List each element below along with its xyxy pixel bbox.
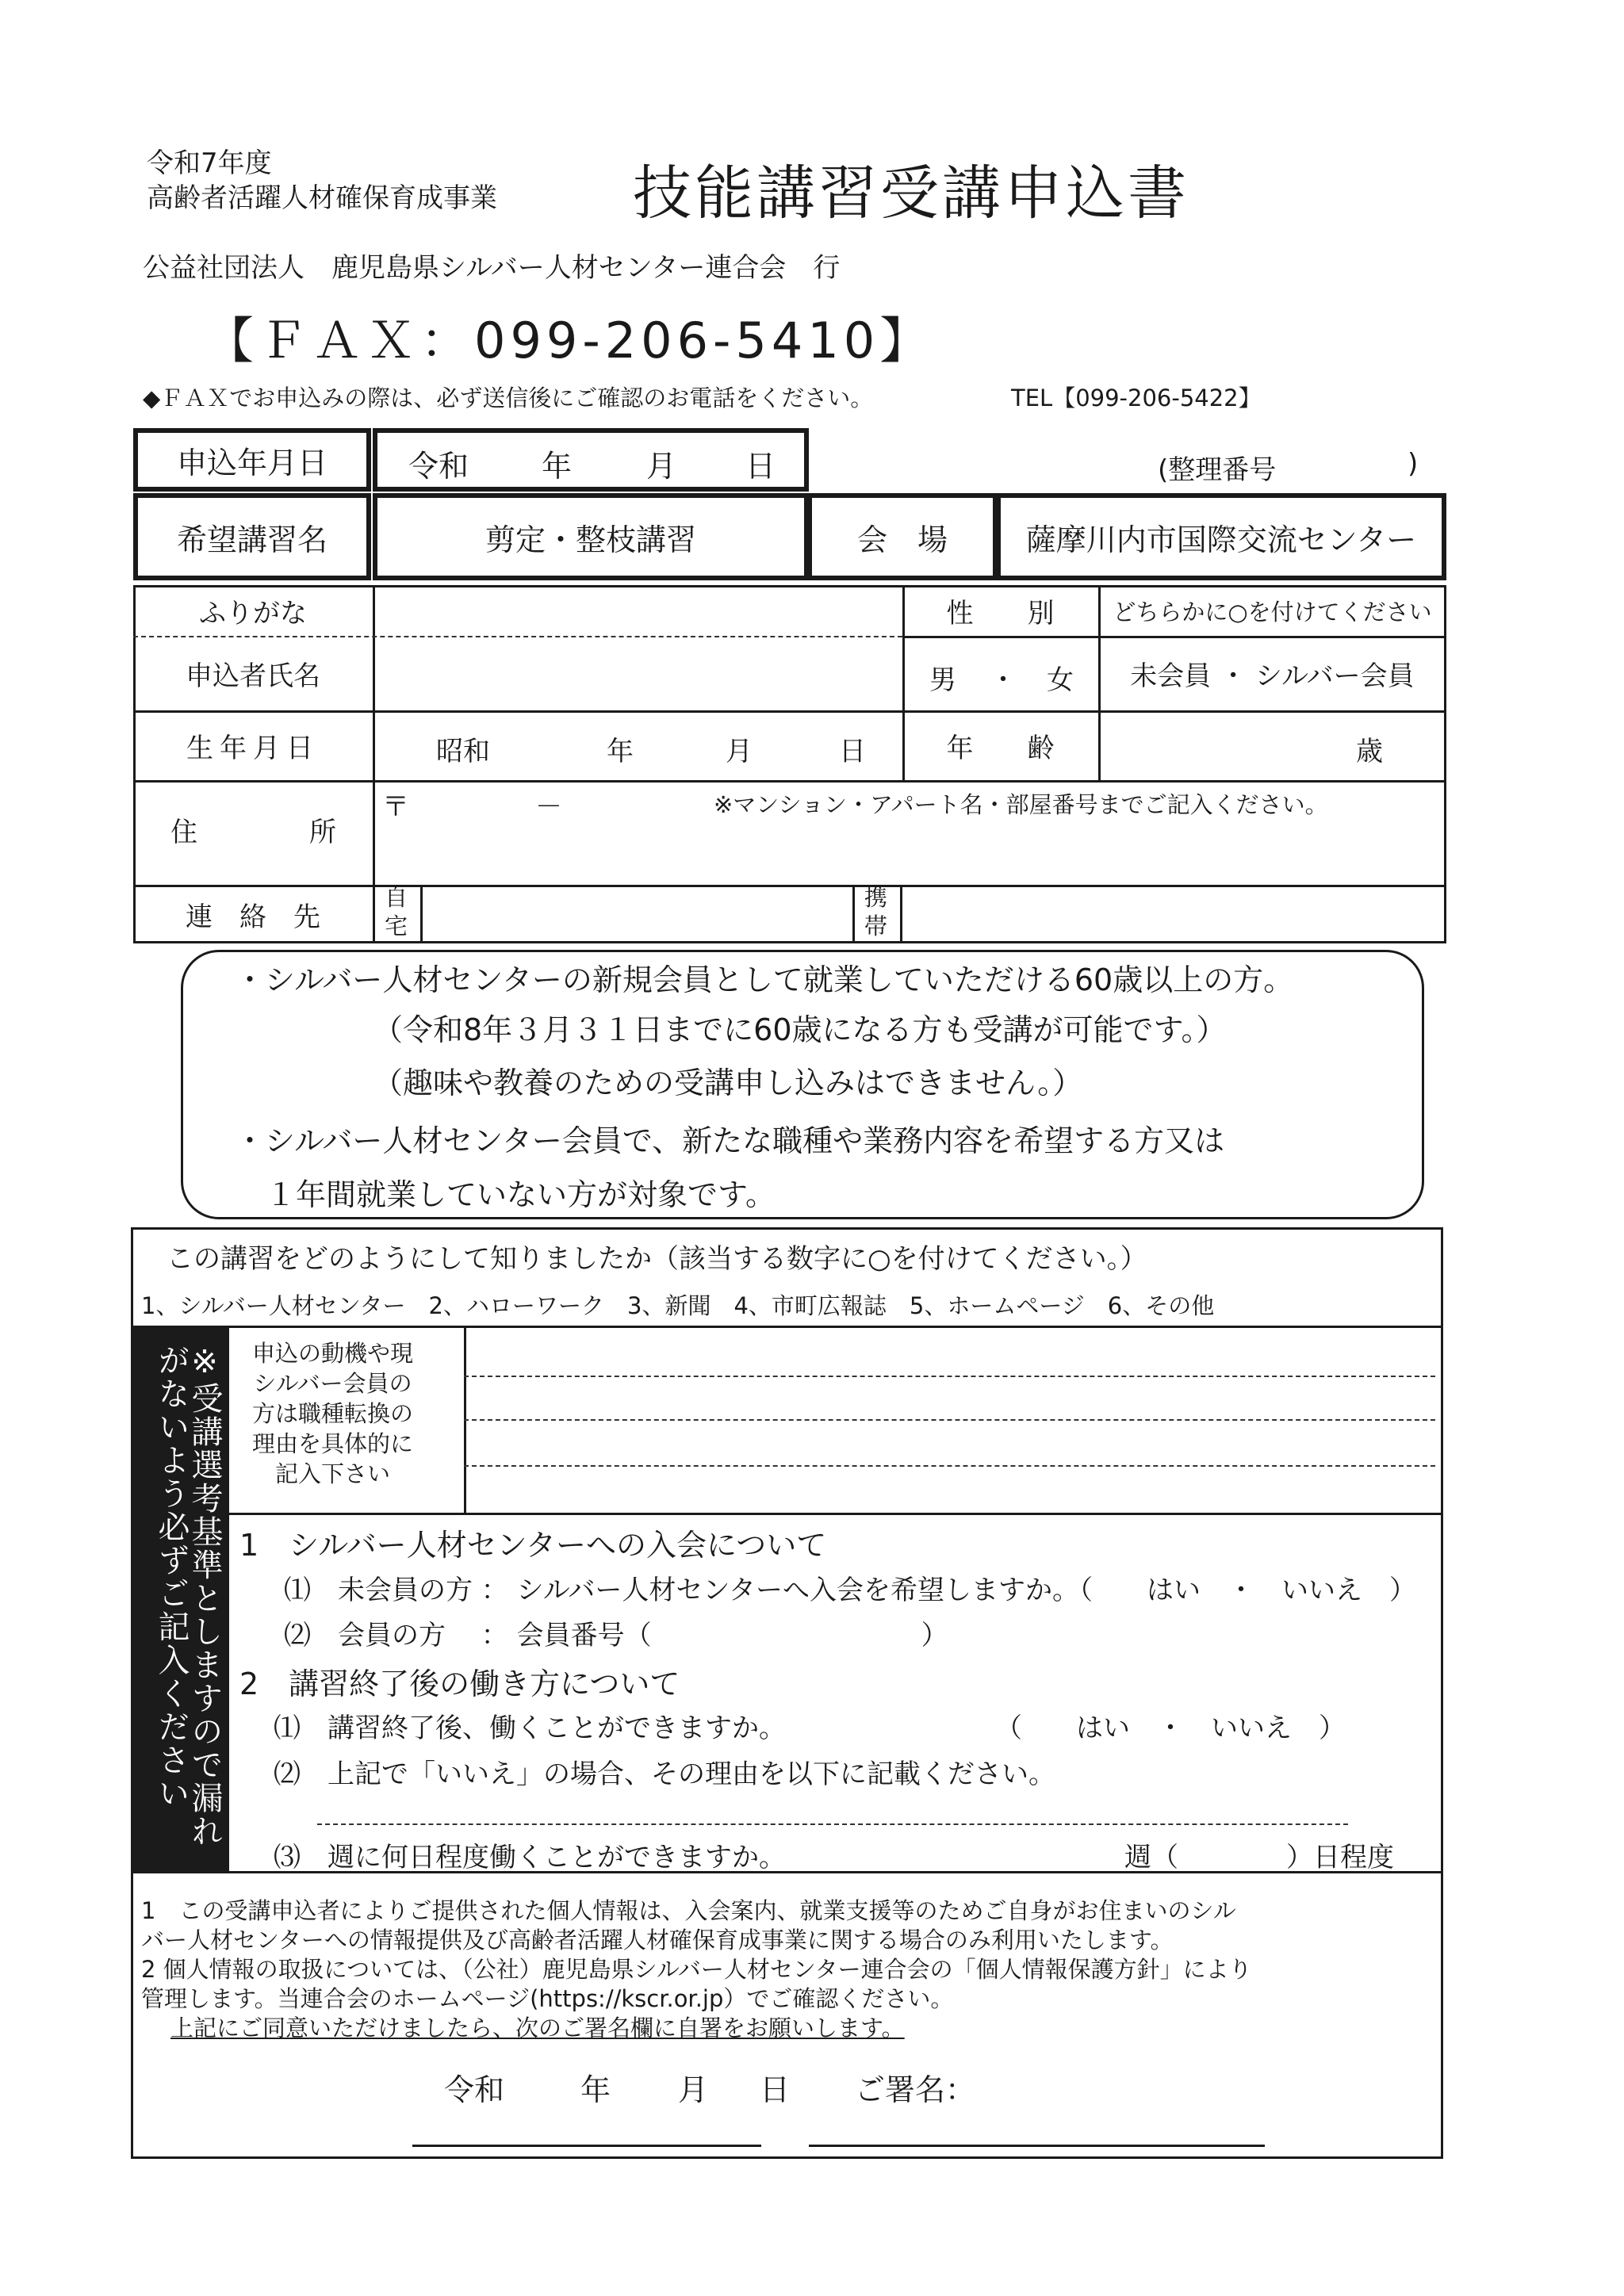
- fax-number: 【ＦＡＸ：099-206-5410】: [205, 312, 934, 369]
- postal-mark: 〒: [382, 791, 409, 823]
- signature-date-line[interactable]: [412, 2145, 761, 2147]
- date-month: 月: [646, 449, 677, 484]
- eligibility-line-3: （趣味や教養のための受講申し込みはできません。）: [373, 1066, 1083, 1100]
- date-label: 申込年月日: [176, 445, 327, 480]
- birthdate-era: 昭和: [436, 736, 490, 767]
- age-unit: 歳: [1356, 736, 1383, 767]
- postal-dash: －: [535, 791, 562, 823]
- furigana-label: ふりがな: [199, 597, 307, 629]
- address-label-2: 所: [309, 817, 336, 848]
- home-phone-label: 自 宅: [385, 884, 408, 939]
- question-1b[interactable]: ⑵ 会員の方 ： 会員番号（ ）: [284, 1620, 948, 1651]
- question-1a[interactable]: ⑴ 未会員の方 ： シルバー人材センターへ入会を希望しますか。（ はい ・ いいえ ）: [284, 1575, 1417, 1606]
- mobile-phone-label: 携 帯: [864, 884, 888, 939]
- date-day: 日: [745, 449, 776, 484]
- course-label: 希望講習名: [176, 522, 327, 557]
- eligibility-line-5: １年間就業していない方が対象です。: [266, 1177, 776, 1212]
- program-name: 高齢者活躍人材確保育成事業: [147, 182, 497, 214]
- address-label-1: 住: [170, 817, 197, 848]
- address-note: ※マンション・アパート名・部屋番号までご記入ください。: [714, 791, 1328, 818]
- signature-month: 月: [678, 2072, 709, 2107]
- survey-question: この講習をどのようにして知りましたか（該当する数字に○を付けてください。）: [167, 1243, 1147, 1275]
- address-input[interactable]: [373, 821, 1446, 885]
- fiscal-year: 令和7年度: [147, 147, 272, 179]
- contact-label: 連 絡 先: [186, 901, 320, 933]
- survey-options[interactable]: 1、シルバー人材センター 2、ハローワーク 3、新聞 4、市町広報誌 5、ホームページ 6、その他: [141, 1292, 1215, 1319]
- question-2b-input[interactable]: [317, 1788, 1348, 1823]
- mobile-phone-input[interactable]: [900, 885, 1446, 943]
- reference-number-close: ): [1408, 448, 1419, 480]
- question-2a-answer[interactable]: （ はい ・ いいえ ）: [995, 1712, 1346, 1744]
- question-2b: ⑵ 上記で「いいえ」の場合、その理由を以下に記載ください。: [274, 1758, 1055, 1790]
- date-year: 年: [542, 449, 573, 484]
- signature-label: ご署名：: [855, 2072, 976, 2107]
- privacy-consent: 上記にご同意いただけましたら、次のご署名欄に自署をお願いします。: [170, 2015, 905, 2042]
- name-input[interactable]: [373, 636, 902, 710]
- selection-criteria-text: ※受講選考基準としますので漏れがないよう必ずご記入ください: [153, 1344, 223, 1848]
- signature-era: 令和: [444, 2072, 505, 2107]
- signature-day: 日: [760, 2072, 791, 2107]
- page-title: 技能講習受講申込書: [633, 159, 1189, 228]
- eligibility-line-4: ・シルバー人材センター会員で、新たな職種や業務内容を希望する方又は: [235, 1123, 1225, 1158]
- birthdate-day: 日: [839, 736, 866, 767]
- course-value: 剪定・整枝講習: [485, 522, 696, 557]
- addressee: 公益社団法人 鹿児島県シルバー人材センター連合会 行: [143, 252, 841, 284]
- tel-number: TEL【099-206-5422】: [1011, 385, 1262, 411]
- privacy-1a: 1 この受講申込者によりご提供された個人情報は、入会案内、就業支援等のためご自身がお住まいのシル: [141, 1897, 1236, 1924]
- home-phone-input[interactable]: [420, 885, 852, 943]
- gender-dot: ・: [990, 664, 1017, 696]
- question-2a: ⑴ 講習終了後、働くことができますか。: [274, 1712, 786, 1744]
- signature-year: 年: [580, 2072, 611, 2107]
- question-1-title: 1 シルバー人材センターへの入会について: [239, 1528, 827, 1563]
- question-2c-answer[interactable]: 週（ ）日程度: [1124, 1842, 1394, 1873]
- question-2c: ⑶ 週に何日程度働くことができますか。: [274, 1842, 786, 1873]
- venue-value: 薩摩川内市国際交流センター: [1025, 522, 1417, 557]
- motivation-input[interactable]: [468, 1329, 1439, 1511]
- motivation-prompt: 申込の動機や現 シルバー会員の 方は職種転換の 理由を具体的に 記入下さい: [252, 1340, 414, 1487]
- venue-label: 会 場: [856, 522, 948, 557]
- birthdate-month: 月: [726, 736, 753, 767]
- privacy-2a: 2 個人情報の取扱については、（公社）鹿児島県シルバー人材センター連合会の「個人情報保護方針」により: [141, 1956, 1252, 1983]
- date-era: 令和: [408, 449, 469, 484]
- name-label: 申込者氏名: [186, 660, 320, 692]
- gender-hint: どちらかに○を付けてください: [1113, 598, 1432, 626]
- question-2-title: 2 講習終了後の働き方について: [239, 1667, 680, 1701]
- gender-male[interactable]: 男: [929, 664, 956, 696]
- gender-female[interactable]: 女: [1047, 664, 1074, 696]
- fax-note: ◆ＦＡＸでお申込みの際は、必ず送信後にご確認のお電話をください。: [143, 385, 874, 411]
- age-label: 年 齢: [946, 732, 1055, 764]
- member-status-choice[interactable]: 未会員 ・ シルバー会員: [1130, 660, 1415, 692]
- reference-number-label: (整理番号: [1158, 454, 1277, 486]
- furigana-input[interactable]: [373, 585, 902, 636]
- eligibility-line-2: （令和8年３月３１日までに60歳になる方も受講が可能です。）: [373, 1012, 1227, 1047]
- birthdate-label: 生年月日: [186, 732, 320, 764]
- gender-label: 性 別: [946, 597, 1055, 629]
- privacy-1b: バー人材センターへの情報提供及び高齢者活躍人材確保育成事業に関する場合のみ利用いたします。: [141, 1927, 1174, 1954]
- privacy-2b: 管理します。当連合会のホームページ(https://kscr.or.jp）でご確認ください。: [141, 1985, 954, 2012]
- signature-name-line[interactable]: [809, 2145, 1265, 2147]
- eligibility-line-1: ・シルバー人材センターの新規会員として就業していただける60歳以上の方。: [235, 962, 1294, 997]
- birthdate-year: 年: [607, 736, 634, 767]
